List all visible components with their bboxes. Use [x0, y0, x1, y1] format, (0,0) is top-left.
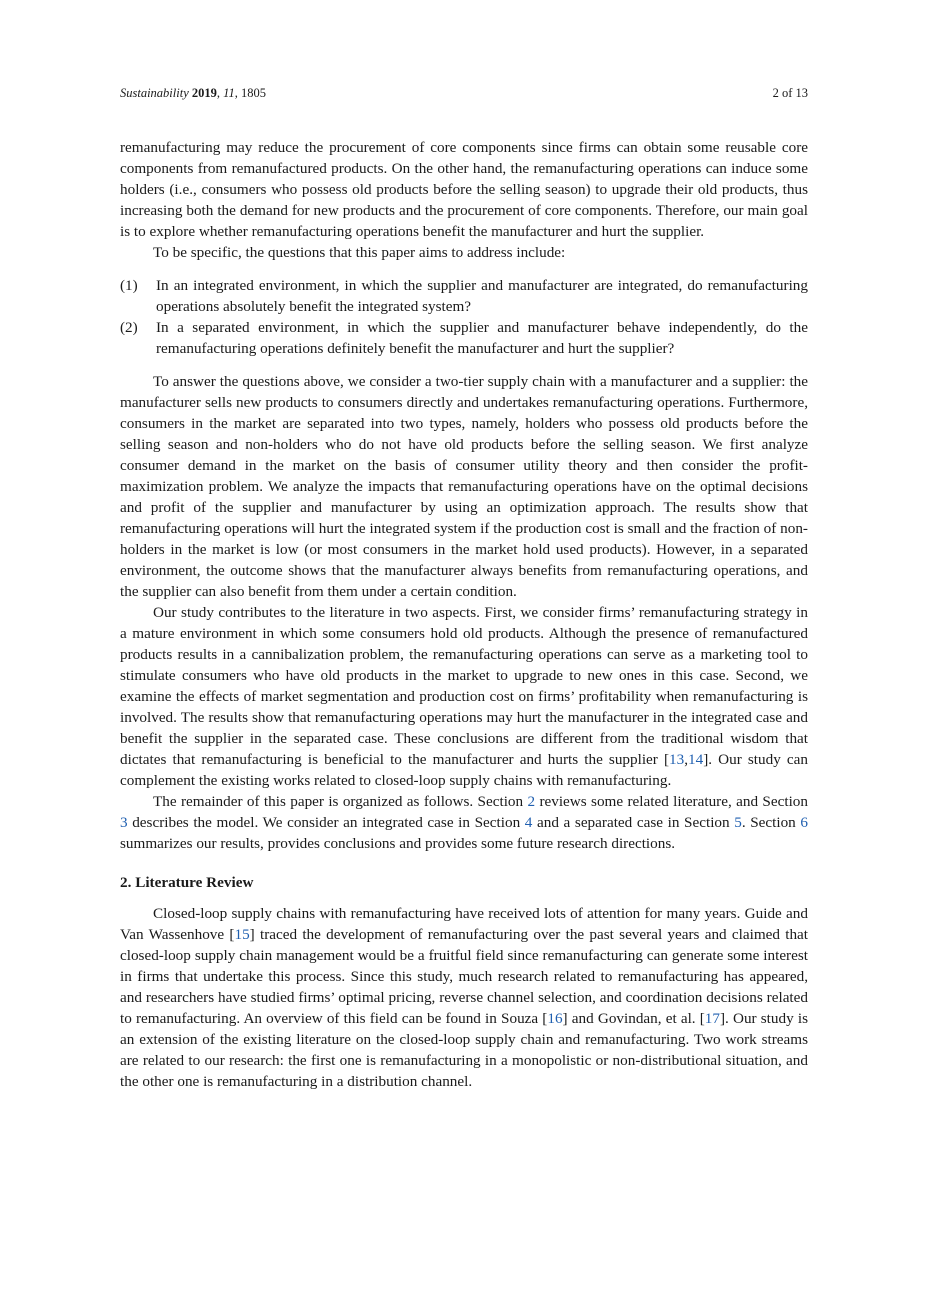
section-link[interactable]: 6: [800, 814, 808, 831]
citation-link[interactable]: 14: [688, 751, 704, 768]
paragraph-text: and a separated case in Section: [532, 814, 735, 831]
list-item: [120, 275, 808, 317]
paragraph-text: Closed-loop supply chains with remanufacturing have received lots of attention for many years. Guide and Van Wassenhove [: [120, 905, 808, 943]
list-text: In an integrated environment, in which the supplier and manufacturer are integrated, do remanufacturing operations absolutely benefit the integrated system?: [156, 277, 808, 315]
section-link[interactable]: 3: [120, 814, 128, 831]
section-link[interactable]: 4: [524, 814, 533, 831]
paragraph-text: reviews some related literature, and Section: [535, 793, 808, 810]
section-link[interactable]: 5: [734, 814, 742, 831]
paragraph: [120, 903, 808, 1092]
year: 2019: [191, 86, 217, 100]
page-number: 2 of 13: [772, 86, 808, 100]
paragraph-text: ] and Govindan, et al. [: [562, 1010, 705, 1027]
paragraph-text: Our study contributes to the literature in two aspects. First, we consider firms’ remanufacturing strategy in a mature environment in which some consumers hold old products. Although the presence of remanufactured products results in a cannibalization problem, the remanufacturing operations can serve as a marketing tool to stimulate consumers who have old products in the market to upgrade to new ones in this case. Second, we examine the effects of market segmentation and production cost on firms’ profitability when remanufacturing is involved. The results show that remanufacturing operations may hurt the manufacturer in the integrated case and benefit the supplier in the separated case. These conclusions are different from the traditional wisdom that dictates that remanufacturing is beneficial to the manufacturer and hurts the supplier [: [120, 604, 808, 768]
citation-link[interactable]: 17: [704, 1010, 720, 1027]
body-text: [120, 137, 808, 1092]
citation: Sustainability 2019, 11, 1805: [120, 86, 266, 100]
citation-link[interactable]: 16: [547, 1010, 563, 1027]
citation-link[interactable]: 13: [669, 751, 685, 768]
paragraph: [120, 791, 808, 854]
running-header: [120, 86, 808, 101]
paragraph-text: ]. Our study is an extension of the existing literature on the closed-loop supply chain and remanufacturing. Two work streams are related to our research: the first one is remanufacturing in a monopolistic or non-distributional situation, and the other one is remanufacturing in a distribution channel.: [120, 1010, 808, 1090]
paragraph-text: describes the model. We consider an integrated case in Section: [127, 814, 525, 831]
paragraph-text: ] traced the development of remanufacturing over the past several years and claimed that closed-loop supply chain management would be a fruitful field since remanufacturing can generate some interest in firms that undertake this process. Since this study, much research related to remanufacturing has appeared, and researchers have studied firms’ optimal pricing, reverse channel selection, and coordination decisions related to remanufacturing. An overview of this field can be found in Souza [: [120, 926, 809, 1027]
paragraph: Our study contributes to the literature in two aspects. First, we consider firms’ remanufacturing strategy in a mature environment in which some consumers hold old products. Although the presence of remanufactured products results in a cannibalization problem, the remanufacturing operations can serve as a marketing tool to stimulate consumers who have old products in the market to upgrade to new ones in this case. Second, we examine the effects of market segmentation and production cost on firms’ profitability when remanufacturing is involved. The results show that remanufacturing operations may hurt the manufacturer in the integrated case and benefit the supplier in the separated case. These conclusions are different from the traditional wisdom that dictates that remanufacturing is beneficial to the manufacturer and hurts the supplier [13,14]. Our study can complement the existing works related to closed-loop supply chains with remanufacturing.: [120, 604, 808, 789]
article-number: , 1805: [234, 86, 266, 100]
paragraph-text: The remainder of this paper is organized as follows. Section: [153, 793, 528, 810]
section-link[interactable]: 2: [527, 793, 536, 810]
paragraph: To answer the questions above, we consider a two-tier supply chain with a manufacturer and a supplier: the manufacturer sells new products to consumers directly and undertakes remanufacturing operations. Furthermore, consumers in the market are separated into two types, namely, holders who possess old products before the selling season and non-holders who do not have old products before the selling season. We first analyze consumer demand in the market on the basis of consumer utility theory and then consider the profit-maximization problem. We analyze the impacts that remanufacturing operations have on the optimal decisions and profit of the supplier and manufacturer by using an optimization approach. The results show that remanufacturing operations will hurt the integrated system if the production cost is small and the fraction of non-holders in the market is low (or most consumers in the market hold used products). However, in a separated environment, the outcome shows that the manufacturer always benefits from remanufacturing operations, and the supplier can also benefit from them under a certain condition.: [120, 373, 808, 600]
list-number: (1): [120, 277, 138, 294]
list-text: In a separated environment, in which the supplier and manufacturer behave independently, do the remanufacturing operations definitely benefit the manufacturer and hurt the supplier?: [156, 319, 808, 357]
paragraph-text: . Section: [741, 814, 801, 831]
volume: 11: [223, 86, 235, 100]
citation-link[interactable]: 15: [234, 926, 250, 943]
section-heading: 2. Literature Review: [120, 874, 254, 891]
list-number: (2): [120, 319, 138, 336]
research-questions: [120, 275, 808, 359]
paragraph: To be specific, the questions that this paper aims to address include:: [153, 244, 566, 261]
paragraph-text: summarizes our results, provides conclusions and provides some future research directions.: [120, 835, 676, 852]
paragraph-text: ]. Our study can complement the existing works related to closed-loop supply chains with remanufacturing.: [120, 751, 808, 789]
paragraph: remanufacturing may reduce the procurement of core components since firms can obtain some reusable core components from remanufactured products. On the other hand, the remanufacturing operations can induce some holders (i.e., consumers who possess old products before the selling season) to upgrade their old products, thus increasing both the demand for new products and the procurement of core components. Therefore, our main goal is to explore whether remanufacturing operations benefit the manufacturer and hurt the supplier.: [120, 139, 808, 240]
journal-name: Sustainability: [120, 86, 189, 100]
list-item: [120, 317, 808, 359]
